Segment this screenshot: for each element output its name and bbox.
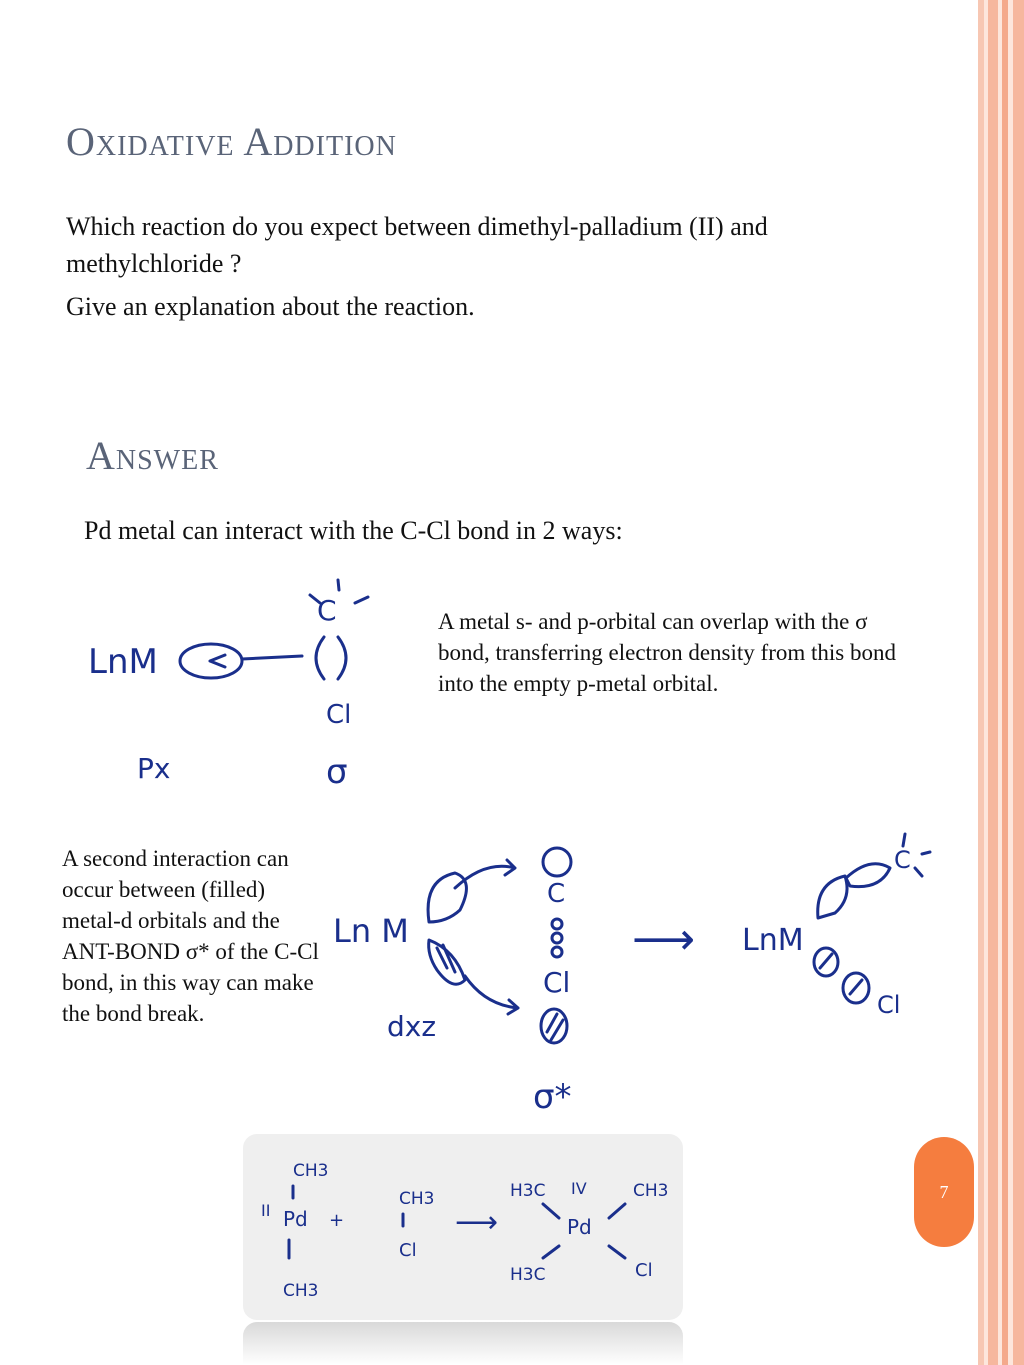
scheme-arrow-icon: ⟶: [455, 1205, 499, 1240]
sigma-overlap-sketch: [80, 575, 380, 800]
reaction-arrow-icon: ⟶: [632, 914, 696, 965]
sketch2-bond-label: σ*: [533, 1077, 572, 1117]
sketch3-carbon-label: C: [894, 846, 911, 874]
page-number-badge: 7: [914, 1137, 974, 1247]
antibond-description: A second interaction can occur between (filled) metal-d orbitals and the ANT-BOND σ* of the C-Cl bond, in this way can make the bond break.: [62, 846, 319, 1026]
product-bond-bottom-left: [543, 1246, 559, 1258]
sketch3-metal-label: LnM: [742, 923, 804, 958]
product-bond-bottom-right: [609, 1246, 625, 1258]
sketch1-chlorine-label: Cl: [326, 700, 352, 730]
product-h3c-bottom: H3C: [510, 1265, 546, 1285]
sigma-node-3: [552, 947, 562, 957]
product-h3c-top: H3C: [510, 1181, 546, 1201]
upper-orbital-lobe-2: [846, 864, 890, 887]
plus-sign: +: [329, 1210, 345, 1231]
reaction-scheme-panel: [243, 1134, 683, 1320]
question-text: [66, 208, 786, 325]
reactant-methyl-bottom: CH3: [283, 1281, 319, 1301]
sketch1-orbital-label: Px: [137, 752, 171, 785]
sigma-node-2: [552, 933, 562, 943]
product-metal: Pd: [567, 1215, 592, 1239]
overlap-line: [242, 656, 302, 659]
product-ch3: CH3: [633, 1181, 669, 1201]
reactant-oxidation-state: II: [261, 1201, 271, 1220]
sketch1-carbon-label: C: [317, 594, 337, 627]
decorative-border: [1013, 0, 1024, 1365]
reactant-metal: Pd: [283, 1207, 308, 1231]
product-bond-top-left: [543, 1204, 559, 1218]
sigma-node-1: [552, 919, 562, 929]
question-line-1: Which reaction do you expect between dimethyl-palladium (II) and methylchloride ?: [66, 212, 768, 278]
sigma-star-hatching: [547, 1014, 563, 1040]
decorative-border: [988, 0, 998, 1365]
question-line-2: Give an explanation about the reaction.: [66, 292, 475, 321]
d-orbital-empty-lobe: [428, 873, 466, 922]
reaction-scheme: [243, 1134, 683, 1320]
p-orbital-arrow: [210, 655, 225, 667]
sketch2-orbital-label: dxz: [387, 1010, 437, 1043]
product-oxidation-state: IV: [571, 1179, 587, 1198]
product-bond-top-right: [609, 1204, 625, 1218]
sigma-star-top-lobe: [543, 848, 571, 876]
sigma-orbital-right: [338, 637, 346, 679]
slide-title: Oxidative Addition: [66, 119, 397, 164]
sigma-orbital-left: [316, 637, 324, 679]
reagent-chlorine: Cl: [399, 1240, 417, 1261]
lower-curved-arrow: [465, 976, 518, 1014]
sketch2-carbon-label: C: [547, 879, 566, 909]
reaction-panel-reflection: [243, 1322, 683, 1365]
sigma-overlap-description: A metal s- and p-orbital can overlap with the σ bond, transferring electron density from this bond into the empty p-metal orbital.: [438, 609, 896, 696]
sketch2-metal-label: Ln M: [333, 912, 409, 950]
answer-heading: Answer: [86, 433, 219, 478]
reagent-methyl: CH3: [399, 1189, 435, 1209]
answer-intro: Pd metal can interact with the C-Cl bond in 2 ways:: [84, 516, 623, 545]
d-orbital-filled-lobe: [429, 940, 465, 984]
sketch1-metal-label: LnM: [88, 642, 158, 682]
sketch1-bond-label: σ: [326, 752, 348, 792]
sketch3-chlorine-label: Cl: [877, 991, 901, 1019]
reactant-methyl-top: CH3: [293, 1161, 329, 1181]
antibond-sketch: [325, 840, 685, 1120]
sketch2-chlorine-label: Cl: [543, 966, 571, 999]
upper-curved-arrow: [455, 860, 515, 888]
upper-orbital-lobe-1: [818, 876, 847, 918]
bond-break-result-sketch: [740, 828, 975, 1028]
product-chlorine: Cl: [635, 1260, 653, 1281]
